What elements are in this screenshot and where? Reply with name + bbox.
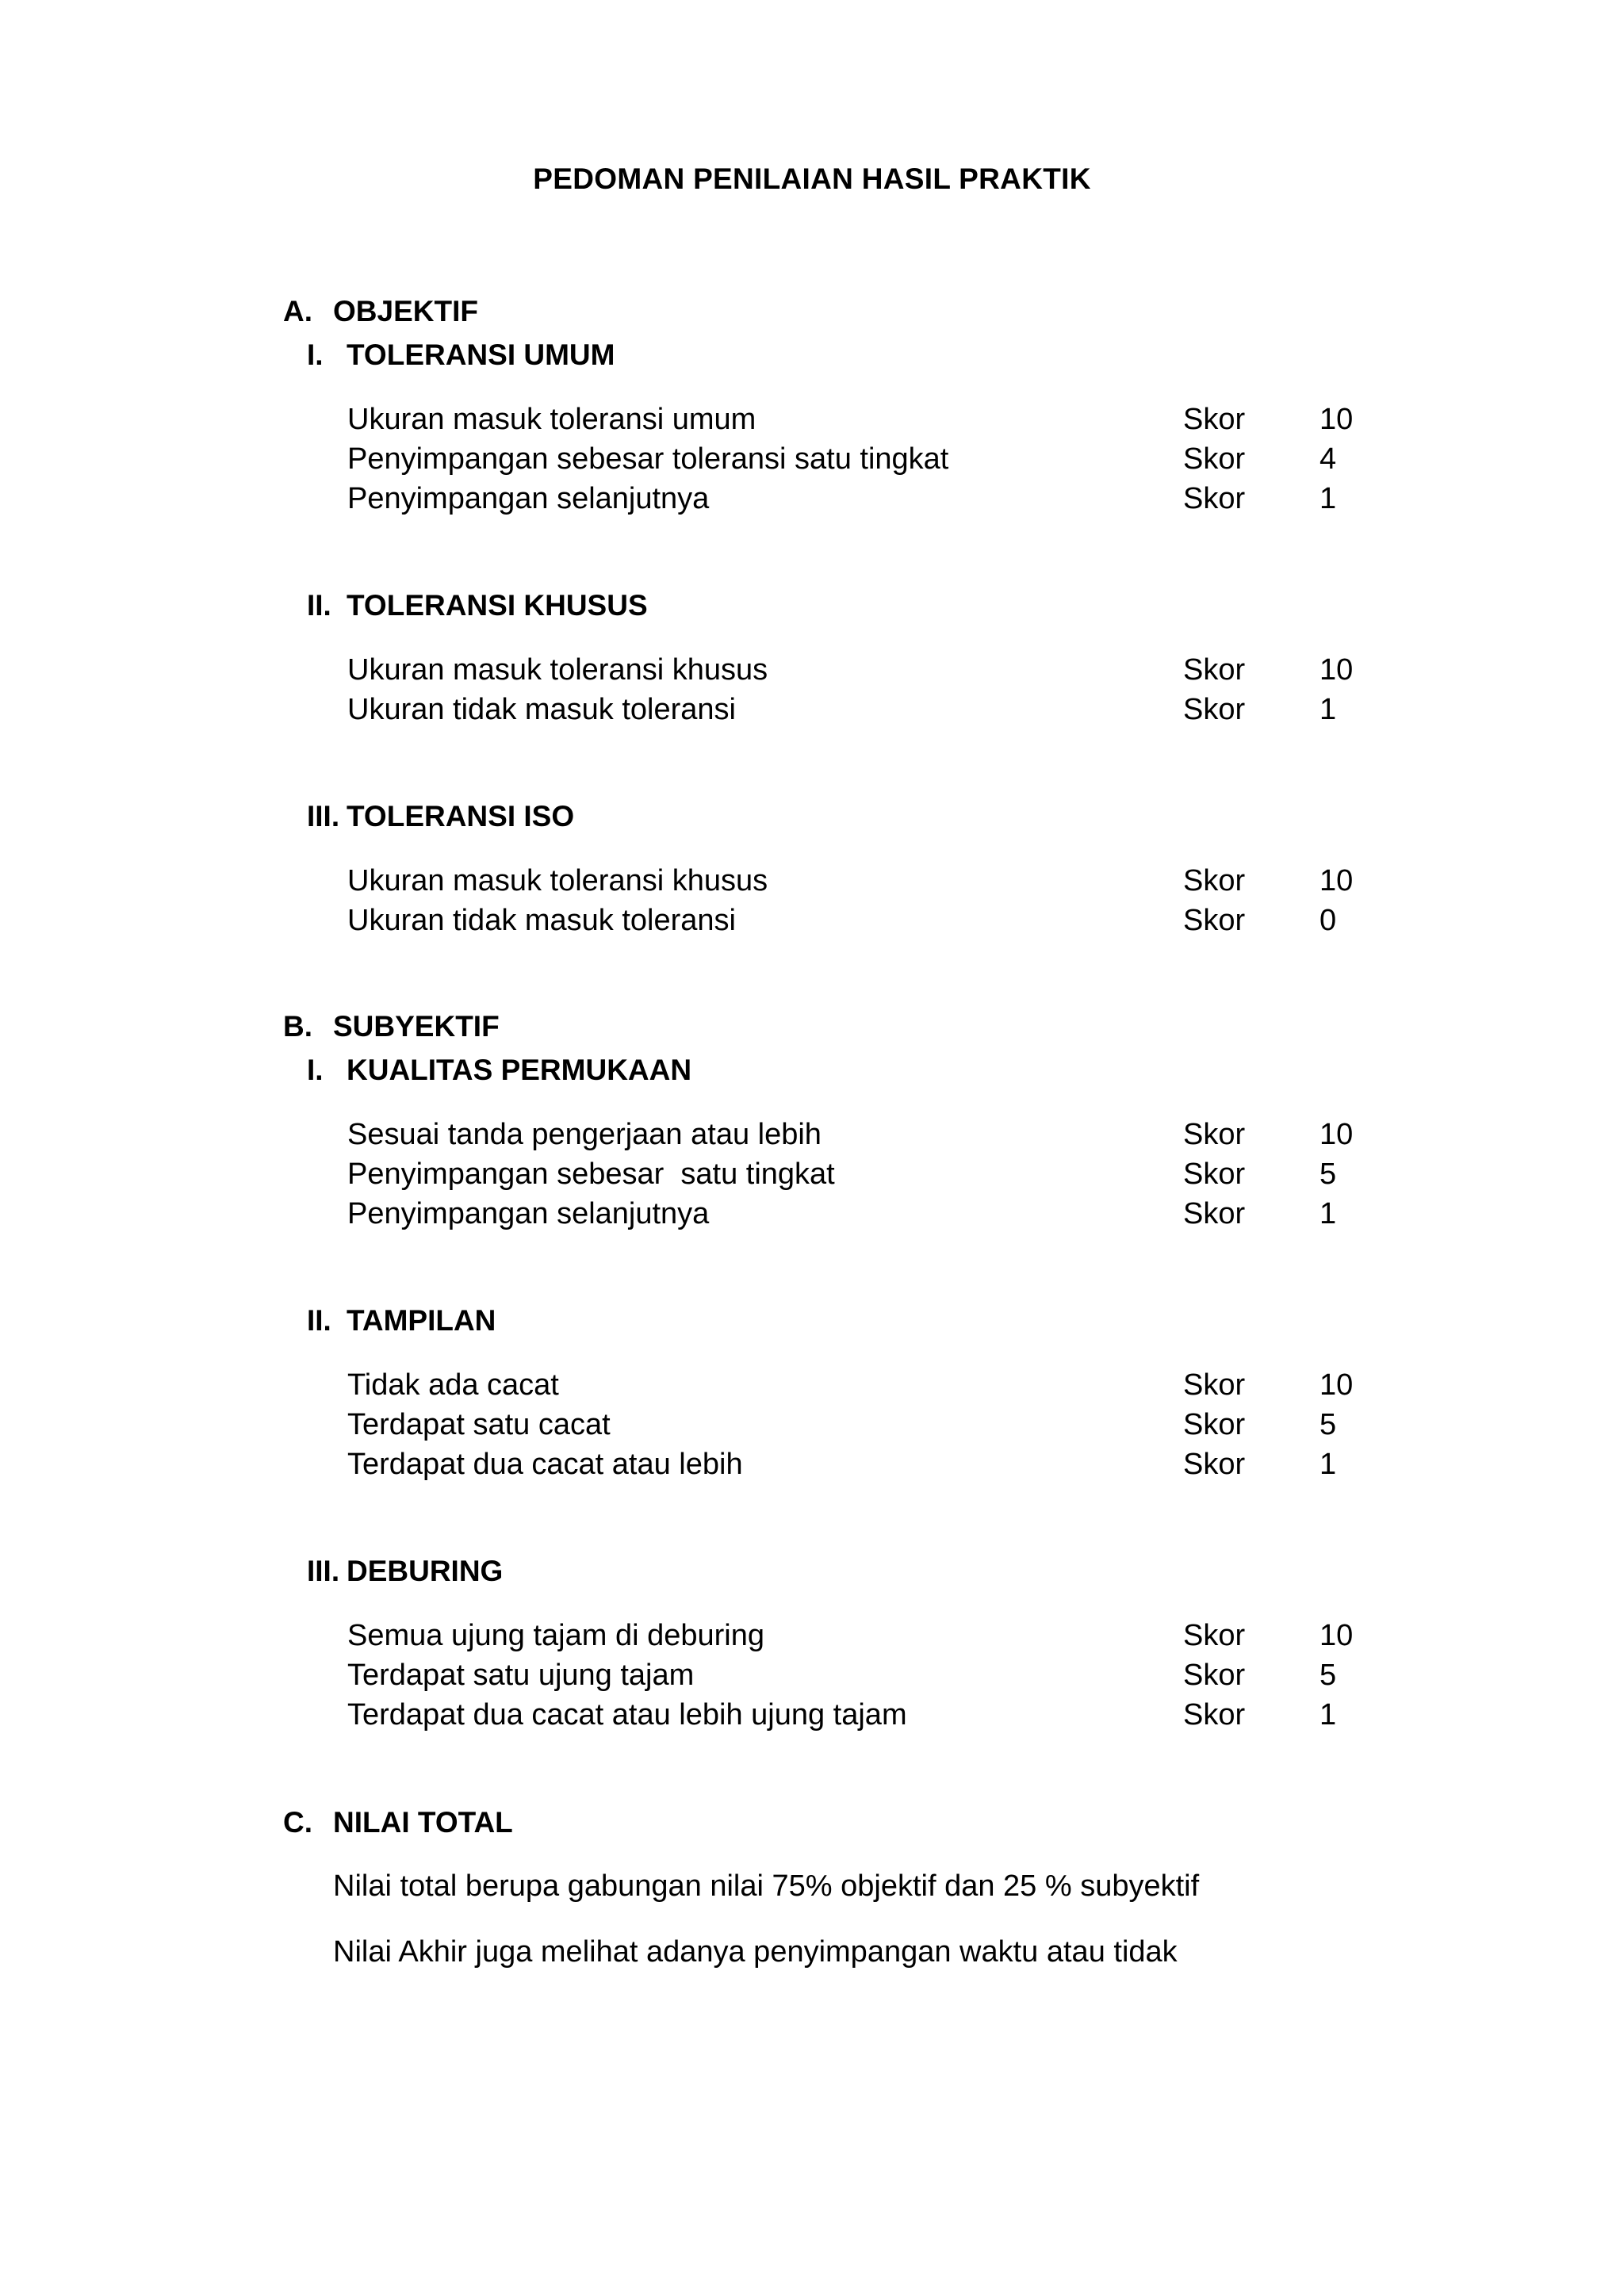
section-letter: B. bbox=[283, 1010, 312, 1043]
score-value: 10 bbox=[1320, 1619, 1354, 1652]
section-title: SUBYEKTIF bbox=[333, 1010, 500, 1043]
section-heading-subyektif bbox=[283, 1010, 500, 1043]
skor-label: Skor bbox=[1183, 1619, 1246, 1652]
skor-label: Skor bbox=[1183, 864, 1246, 897]
criterion-row bbox=[347, 693, 1362, 733]
criterion-label: Penyimpangan sebesar toleransi satu tingkat bbox=[347, 442, 949, 476]
score-value: 5 bbox=[1320, 1659, 1337, 1692]
section-heading-objektif bbox=[283, 295, 478, 328]
score-value: 10 bbox=[1320, 403, 1354, 436]
score-value: 10 bbox=[1320, 1118, 1354, 1151]
score-value: 1 bbox=[1320, 693, 1337, 726]
criterion-label: Terdapat satu ujung tajam bbox=[347, 1659, 695, 1692]
criterion-label: Tidak ada cacat bbox=[347, 1368, 559, 1402]
page-title: PEDOMAN PENILAIAN HASIL PRAKTIK bbox=[533, 163, 1091, 195]
subsection-number: II. bbox=[307, 589, 331, 622]
score-value: 10 bbox=[1320, 1368, 1354, 1402]
section-title: NILAI TOTAL bbox=[333, 1806, 513, 1839]
subsection-number: III. bbox=[307, 800, 340, 832]
criterion-label: Ukuran tidak masuk toleransi bbox=[347, 693, 736, 726]
subsection-heading-tampilan bbox=[307, 1304, 496, 1337]
section-letter: C. bbox=[283, 1806, 312, 1839]
subsection-heading-deburing bbox=[307, 1555, 503, 1588]
section-heading-nilai-total bbox=[283, 1806, 513, 1839]
subsection-number: I. bbox=[307, 1054, 324, 1086]
skor-label: Skor bbox=[1183, 1408, 1246, 1441]
skor-label: Skor bbox=[1183, 1448, 1246, 1481]
score-value: 1 bbox=[1320, 1698, 1337, 1732]
criterion-row bbox=[347, 1408, 1362, 1448]
final-note: Nilai Akhir juga melihat adanya penyimpangan waktu atau tidak bbox=[333, 1935, 1178, 1969]
criterion-row bbox=[347, 1197, 1362, 1237]
criterion-row bbox=[347, 653, 1362, 693]
criterion-row bbox=[347, 1158, 1362, 1197]
criterion-label: Penyimpangan sebesar satu tingkat bbox=[347, 1158, 835, 1191]
criterion-label: Ukuran masuk toleransi khusus bbox=[347, 653, 768, 687]
skor-label: Skor bbox=[1183, 1659, 1246, 1692]
score-value: 4 bbox=[1320, 442, 1337, 476]
subsection-heading-toleransi-iso bbox=[307, 800, 574, 833]
criterion-label: Terdapat satu cacat bbox=[347, 1408, 611, 1441]
criterion-row bbox=[347, 1118, 1362, 1158]
criterion-row bbox=[347, 1698, 1362, 1738]
section-letter: A. bbox=[283, 295, 312, 327]
skor-label: Skor bbox=[1183, 1698, 1246, 1732]
criterion-label: Ukuran masuk toleransi umum bbox=[347, 403, 756, 436]
subsection-title: TAMPILAN bbox=[347, 1304, 496, 1337]
criterion-row bbox=[347, 442, 1362, 482]
subsection-title: TOLERANSI UMUM bbox=[347, 339, 615, 371]
criterion-row bbox=[347, 1659, 1362, 1698]
skor-label: Skor bbox=[1183, 1118, 1246, 1151]
criterion-label: Sesuai tanda pengerjaan atau lebih bbox=[347, 1118, 822, 1151]
score-value: 1 bbox=[1320, 1448, 1337, 1481]
score-value: 10 bbox=[1320, 864, 1354, 897]
criterion-label: Terdapat dua cacat atau lebih bbox=[347, 1448, 743, 1481]
criterion-row bbox=[347, 1368, 1362, 1408]
subsection-title: DEBURING bbox=[347, 1555, 504, 1587]
subsection-heading-toleransi-umum bbox=[307, 339, 615, 372]
skor-label: Skor bbox=[1183, 1197, 1246, 1230]
skor-label: Skor bbox=[1183, 904, 1246, 937]
criterion-row bbox=[347, 864, 1362, 904]
skor-label: Skor bbox=[1183, 693, 1246, 726]
criterion-row bbox=[347, 403, 1362, 442]
skor-label: Skor bbox=[1183, 442, 1246, 476]
criterion-label: Ukuran tidak masuk toleransi bbox=[347, 904, 736, 937]
criterion-label: Ukuran masuk toleransi khusus bbox=[347, 864, 768, 897]
skor-label: Skor bbox=[1183, 653, 1246, 687]
score-value: 1 bbox=[1320, 482, 1337, 515]
criterion-row bbox=[347, 904, 1362, 943]
criterion-row bbox=[347, 1619, 1362, 1659]
score-value: 1 bbox=[1320, 1197, 1337, 1230]
criterion-row bbox=[347, 1448, 1362, 1487]
criterion-row bbox=[347, 482, 1362, 522]
score-value: 5 bbox=[1320, 1158, 1337, 1191]
score-value: 5 bbox=[1320, 1408, 1337, 1441]
subsection-heading-toleransi-khusus bbox=[307, 589, 648, 622]
skor-label: Skor bbox=[1183, 482, 1246, 515]
section-title: OBJEKTIF bbox=[333, 295, 478, 327]
total-note: Nilai total berupa gabungan nilai 75% objektif dan 25 % subyektif bbox=[333, 1869, 1200, 1903]
criterion-label: Penyimpangan selanjutnya bbox=[347, 482, 710, 515]
subsection-title: TOLERANSI KHUSUS bbox=[347, 589, 648, 622]
subsection-number: I. bbox=[307, 339, 324, 371]
subsection-heading-kualitas-permukaan bbox=[307, 1054, 691, 1087]
score-value: 10 bbox=[1320, 653, 1354, 687]
score-value: 0 bbox=[1320, 904, 1337, 937]
skor-label: Skor bbox=[1183, 1158, 1246, 1191]
subsection-number: III. bbox=[307, 1555, 340, 1587]
criterion-label: Terdapat dua cacat atau lebih ujung tajam bbox=[347, 1698, 907, 1732]
skor-label: Skor bbox=[1183, 1368, 1246, 1402]
subsection-number: II. bbox=[307, 1304, 331, 1337]
criterion-label: Penyimpangan selanjutnya bbox=[347, 1197, 710, 1230]
criterion-label: Semua ujung tajam di deburing bbox=[347, 1619, 765, 1652]
subsection-title: TOLERANSI ISO bbox=[347, 800, 575, 832]
subsection-title: KUALITAS PERMUKAAN bbox=[347, 1054, 692, 1086]
skor-label: Skor bbox=[1183, 403, 1246, 436]
